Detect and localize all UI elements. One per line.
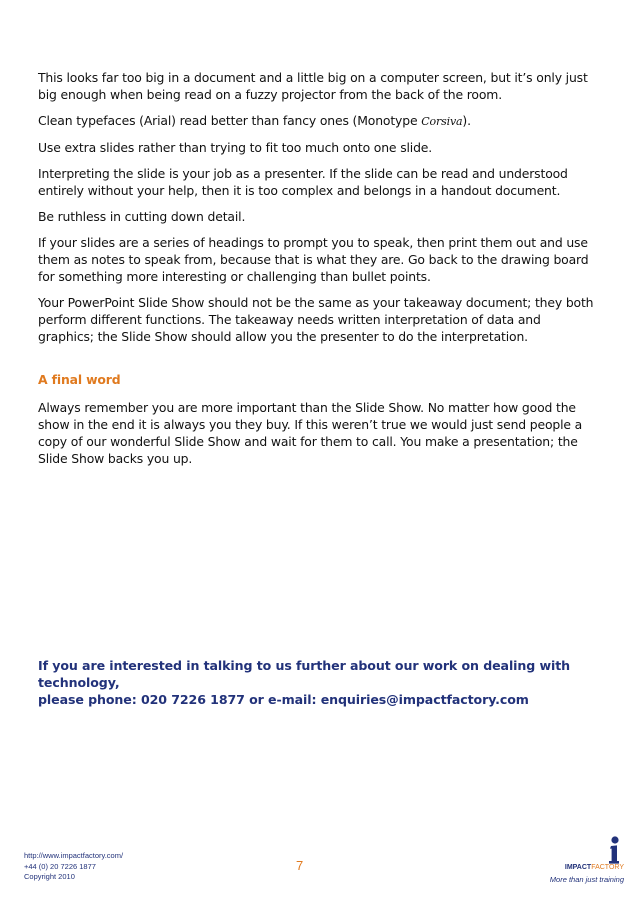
typefaces-text: Clean typefaces (Arial) read better than fancy ones (Monotype [38, 113, 422, 128]
footer-phone: +44 (0) 20 7226 1877 [24, 861, 96, 871]
footer-copyright: Copyright 2010 [24, 872, 75, 881]
logo-tagline: More than just training [549, 875, 624, 884]
footer-info [24, 851, 123, 883]
footer-url[interactable]: http://www.impactfactory.com/ [24, 851, 124, 860]
paragraph-typefaces [38, 112, 598, 130]
contact-callout [38, 657, 608, 708]
typefaces-text-end: ). [462, 113, 471, 128]
contact-line-2: please phone: 020 7226 1877 or e-mail: enquiries@impactfactory.com [38, 692, 529, 707]
paragraph-interpreting: Interpreting the slide is your job as a presenter. If the slide can be read and understood entirely without your help, then it is too complex and belongs in a handout document. [38, 166, 568, 198]
paragraph-takeaway: Your PowerPoint Slide Show should not be the same as your takeaway document; they both perform different functions. The takeaway needs written interpretation of data and graphics; the Slide Show should allow you the presenter to do the interpretation. [38, 295, 594, 344]
paragraph-font-size: This looks far too big in a document and a little big on a computer screen, but it’s only just big enough when being read on a fuzzy projector from the back of the room. [38, 70, 588, 102]
section-heading: A final word [38, 372, 121, 387]
paragraph-final-word: Always remember you are more important than the Slide Show. No matter how good the show in the end it is always you they buy. If this weren’t true we would just send people a copy of our wonderful Slide Show and wait for them to call. You make a presentation; the Slide Show backs you up. [38, 400, 583, 466]
page-number: 7 [296, 858, 304, 873]
impact-factory-logo [540, 836, 624, 886]
logo-i-icon [605, 836, 621, 864]
contact-line-1: If you are interested in talking to us further about our work on dealing with technology, [38, 658, 570, 690]
logo-name-impact: IMPACT [564, 864, 592, 871]
paragraph-extra-slides: Use extra slides rather than trying to fit too much onto one slide. [38, 140, 433, 155]
logo-name [560, 864, 624, 871]
body-content [38, 69, 598, 476]
paragraph-headings: If your slides are a series of headings to prompt you to speak, then print them out and use them as notes to speak from, because that is what they are. Go back to the drawing board for something more interesting or challenging than bullet points. [38, 235, 589, 284]
corsiva-sample: Corsiva [421, 115, 463, 128]
paragraph-ruthless: Be ruthless in cutting down detail. [38, 209, 246, 224]
logo-name-factory: FACTORY [591, 864, 624, 871]
